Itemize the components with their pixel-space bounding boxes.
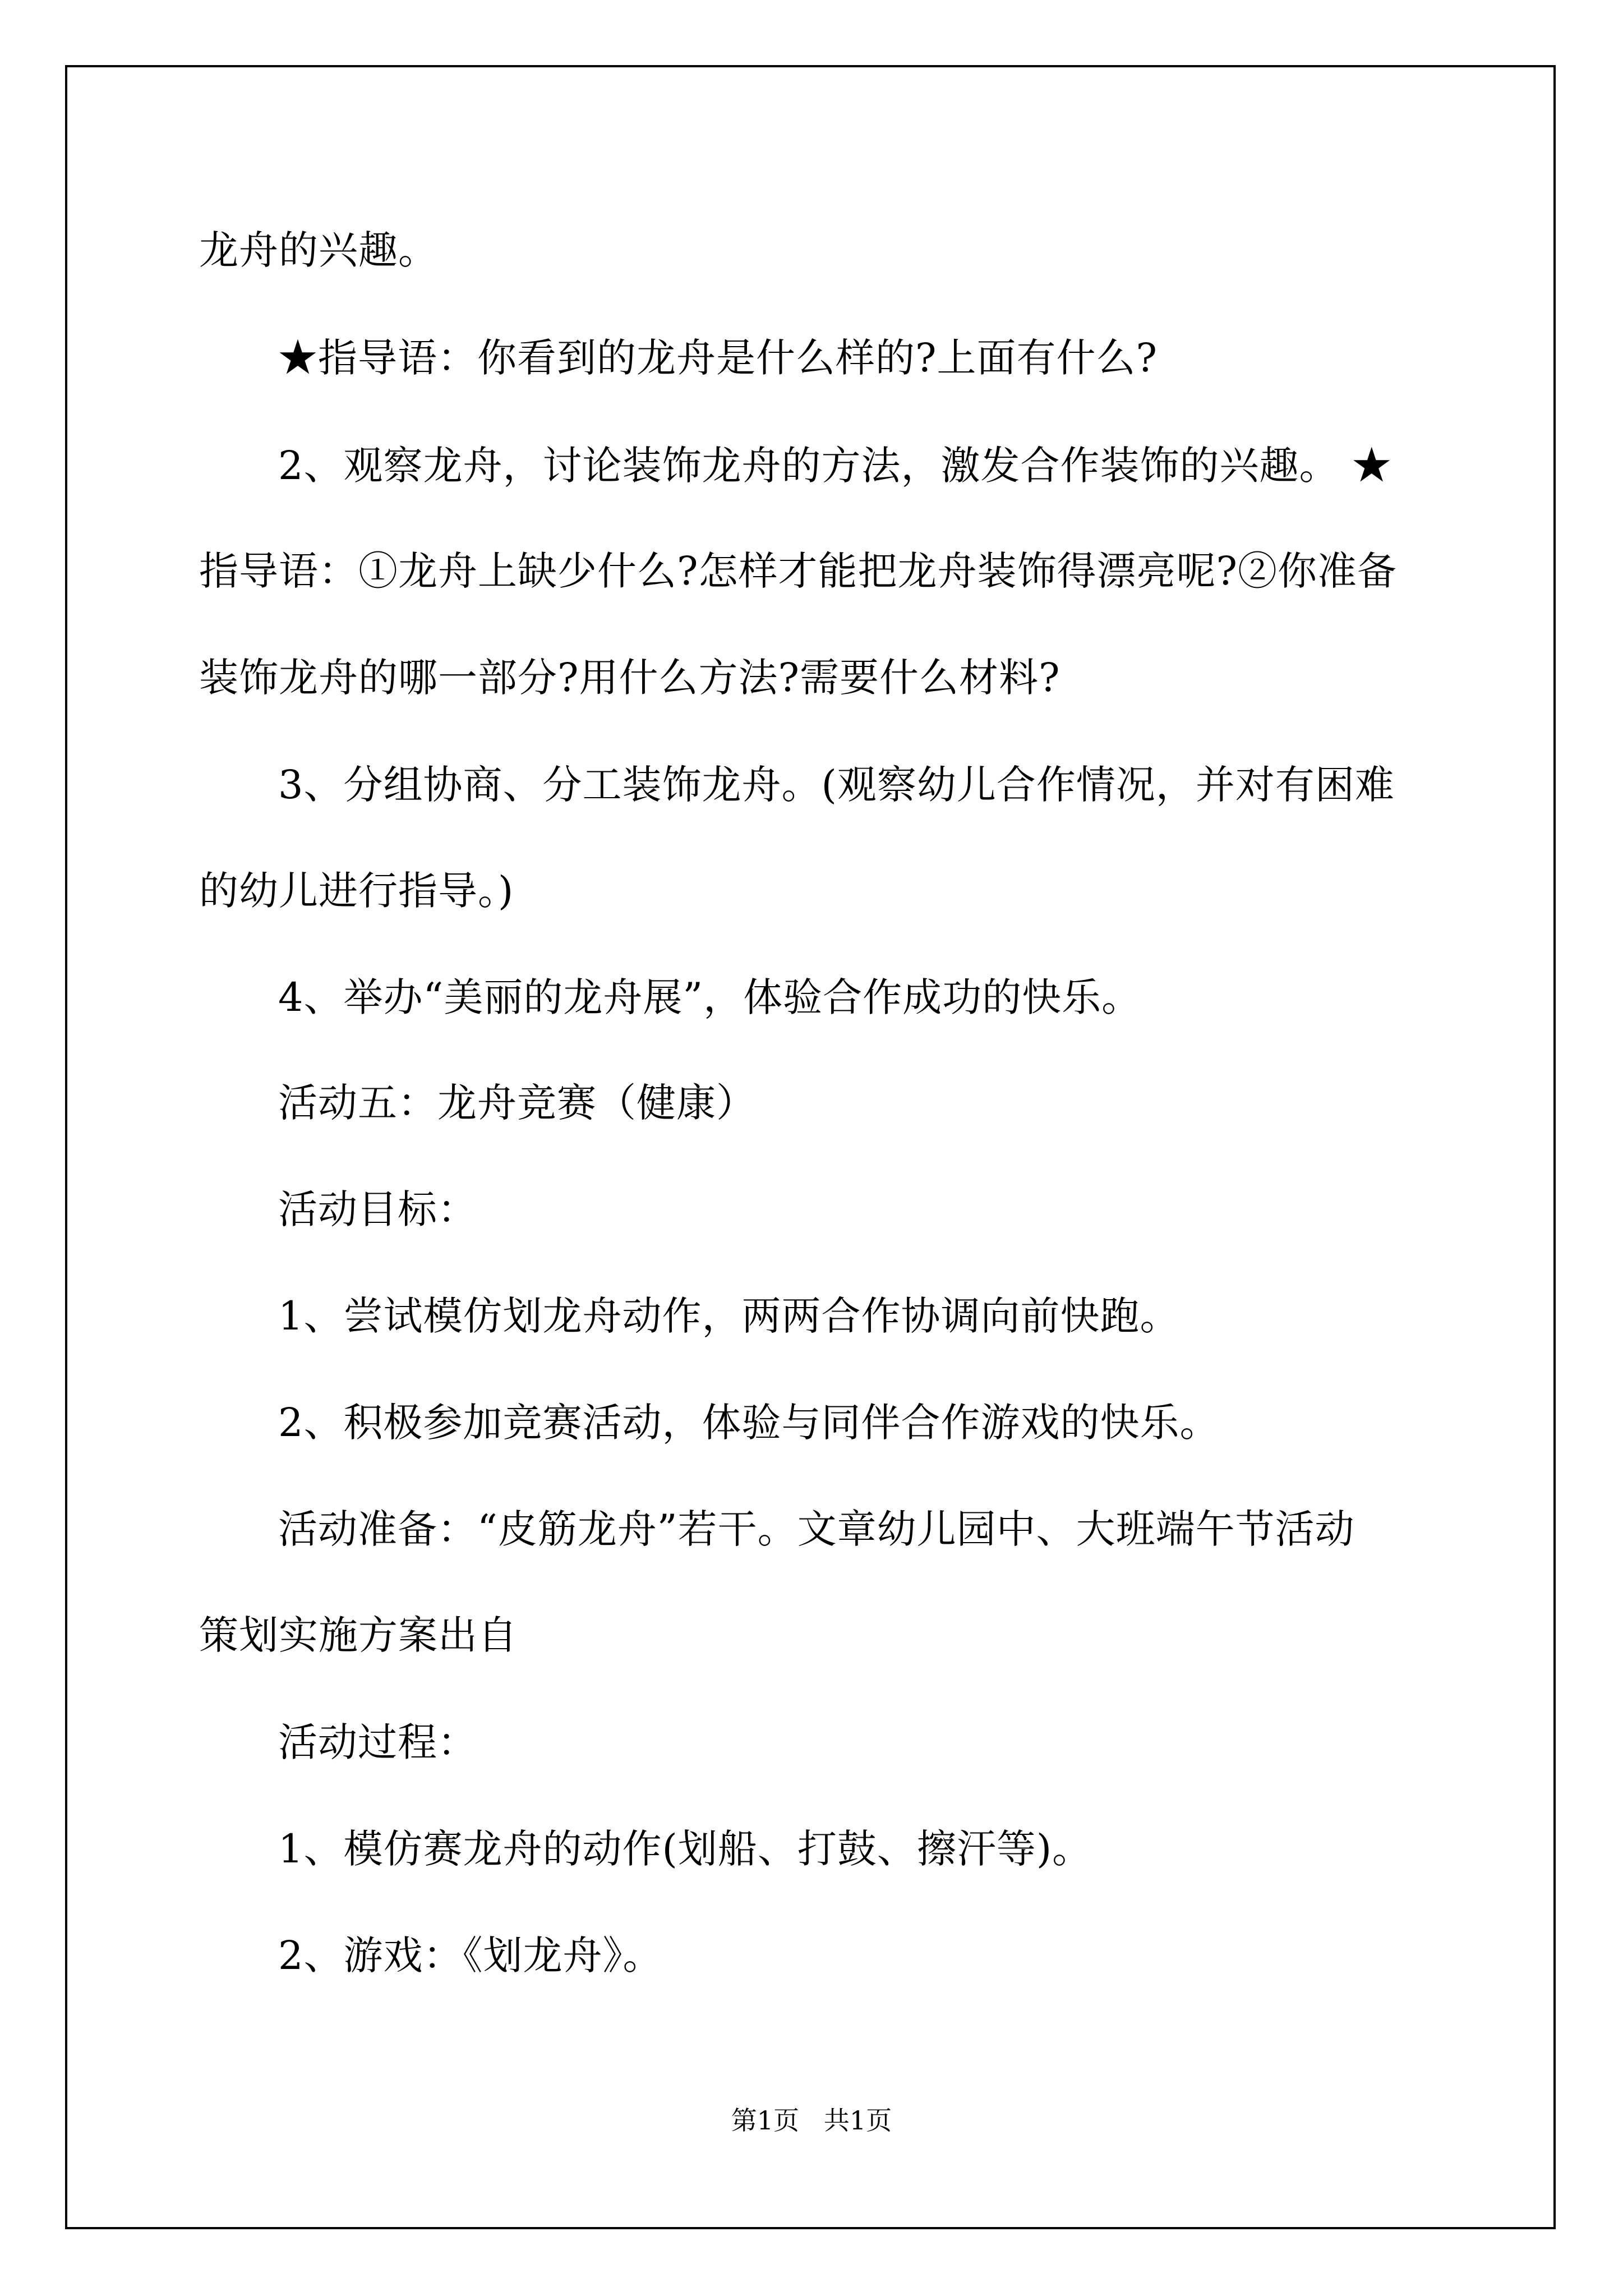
page-border [65, 65, 1556, 2229]
paragraph-line: 指导语：①龙舟上缺少什么?怎样才能把龙舟装饰得漂亮呢?②你准备 [199, 548, 1398, 594]
paragraph-line: 3、分组协商、分工装饰龙舟。(观察幼儿合作情况，并对有困难 [278, 762, 1395, 808]
paragraph-line: 策划实施方案出自 [199, 1612, 518, 1658]
paragraph-line: 活动过程： [278, 1719, 477, 1765]
paragraph-line: 的幼儿进行指导。) [199, 868, 514, 914]
paragraph-line: 活动准备：“皮筋龙舟”若干。文章幼儿园中、大班端午节活动 [278, 1506, 1355, 1552]
paragraph-line: 龙舟的兴趣。 [199, 227, 438, 273]
paragraph-line: 活动目标： [278, 1186, 477, 1232]
paragraph-line: 4、举办“美丽的龙舟展”，体验合作成功的快乐。 [278, 974, 1142, 1020]
paragraph-line: 2、游戏：《划龙舟》。 [278, 1932, 663, 1978]
page-number-footer: 第1页 共1页 [731, 2105, 892, 2136]
section-heading: 活动五：龙舟竞赛（健康） [278, 1080, 756, 1126]
paragraph-line: ★指导语：你看到的龙舟是什么样的?上面有什么? [278, 335, 1158, 381]
paragraph-line: 1、模仿赛龙舟的动作(划船、打鼓、擦汗等)。 [278, 1826, 1092, 1872]
paragraph-line: 2、观察龙舟，讨论装饰龙舟的方法，激发合作装饰的兴趣。 ★ [278, 443, 1392, 489]
paragraph-line: 1、尝试模仿划龙舟动作，两两合作协调向前快跑。 [278, 1293, 1180, 1339]
paragraph-line: 2、积极参加竞赛活动，体验与同伴合作游戏的快乐。 [278, 1400, 1220, 1446]
paragraph-line: 装饰龙舟的哪一部分?用什么方法?需要什么材料? [199, 655, 1061, 701]
